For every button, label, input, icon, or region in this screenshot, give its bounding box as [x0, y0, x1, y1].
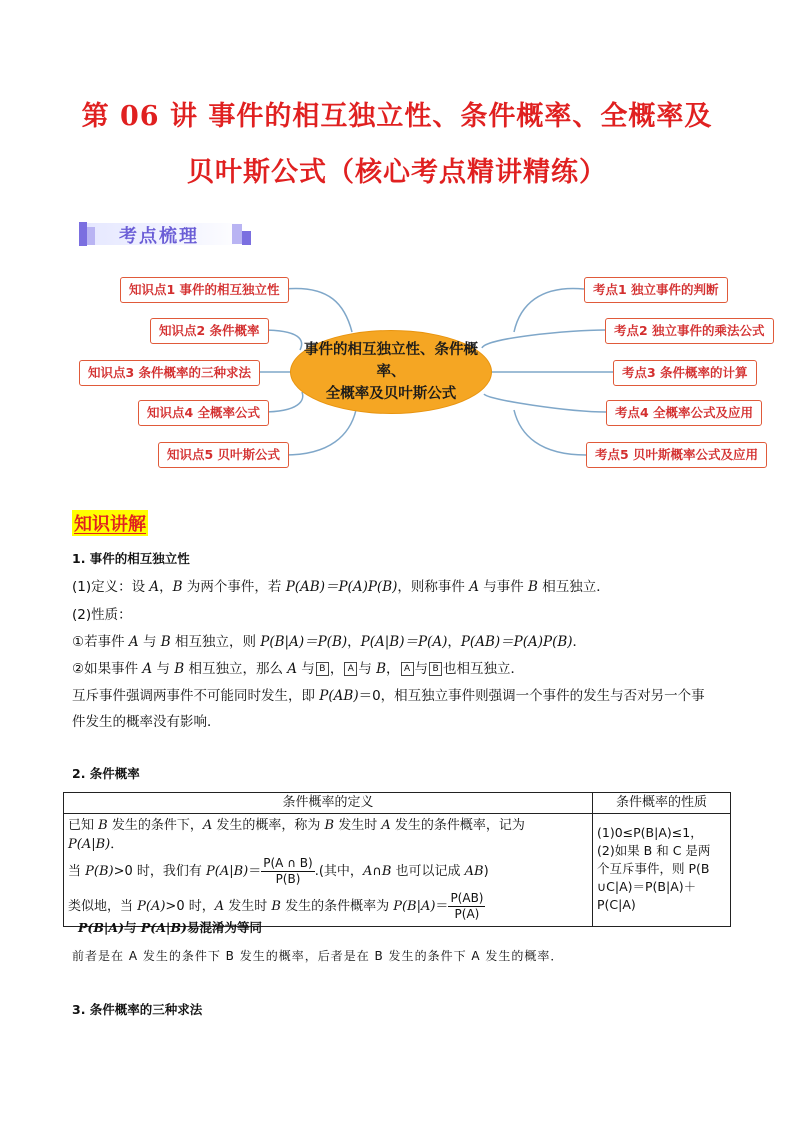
conditional-probability-table	[63, 792, 731, 927]
exam-node-3: 考点3 条件概率的计算	[613, 360, 757, 386]
banner-decoration	[79, 222, 87, 246]
complement-box: A	[344, 662, 357, 676]
s1-note-line2: 件发生的概率没有影响．	[72, 714, 221, 730]
s1-heading: 1. 事件的相互独立性	[72, 551, 190, 566]
banner-decoration	[242, 231, 251, 245]
table-header-definition: 条件概率的定义	[64, 793, 593, 814]
s3-heading: 3. 条件概率的三种求法	[72, 1002, 203, 1017]
knowledge-heading: 知识讲解	[72, 510, 148, 536]
banner-decoration	[87, 227, 95, 245]
s2-confusion-note: P(B|A)与 P(A|B)易混淆为等同	[78, 920, 262, 935]
s2-explanation: 前者是在 A 发生的条件下 B 发生的概率，后者是在 B 发生的条件下 A 发生的概率．	[72, 949, 564, 963]
exam-node-5: 考点5 贝叶斯概率公式及应用	[586, 442, 767, 468]
banner-label: 考点梳理	[119, 226, 199, 247]
page-title-line2: 贝叶斯公式（核心考点精讲精练）	[187, 157, 607, 188]
exam-node-2: 考点2 独立事件的乘法公式	[605, 318, 774, 344]
center-line2: 全概率及贝叶斯公式	[325, 386, 457, 402]
mind-map-center	[290, 330, 492, 414]
complement-box: A	[401, 662, 414, 676]
knowledge-node-5: 知识点5 贝叶斯公式	[158, 442, 289, 468]
properties-cell: (1)0≤P(B|A)≤1， (2)如果 B 和 C 是两 个互斥事件，则 P(B ∪C|A)＝P(B|A)＋ P(C|A)	[593, 814, 731, 927]
banner-decoration	[232, 224, 242, 244]
knowledge-node-4: 知识点4 全概率公式	[138, 400, 269, 426]
fraction: $\frac{P(A \cap B)}{P(B)}$	[263, 856, 313, 886]
knowledge-node-3: 知识点3 条件概率的三种求法	[79, 360, 260, 386]
complement-box: B	[316, 662, 329, 676]
page-title-line1: 第 06 讲 事件的相互独立性、条件概率、全概率及	[81, 101, 713, 132]
fraction: $\frac{P(AB)}{P(A)}$	[450, 891, 484, 921]
center-line1: 事件的相互独立性、条件概率、	[304, 342, 478, 380]
s1-note-line1: 互斥事件强调两事件不可能同时发生，即 P(AB)＝0，相互独立事件则强调一个事件的发生与否对另一个事	[72, 688, 705, 704]
s1-definition: (1)定义：设 A，B 为两个事件，若 P(AB)＝P(A)P(B)，则称事件 A 与事件 B 相互独立．	[72, 579, 610, 595]
exam-node-4: 考点4 全概率公式及应用	[606, 400, 762, 426]
s1-properties-title: (2)性质：	[72, 607, 132, 623]
exam-node-1: 考点1 独立事件的判断	[584, 277, 728, 303]
table-header-properties: 条件概率的性质	[593, 793, 731, 814]
s2-heading: 2. 条件概率	[72, 766, 140, 781]
knowledge-node-2: 知识点2 条件概率	[150, 318, 269, 344]
mind-map	[0, 260, 794, 480]
section-banner	[79, 218, 257, 250]
s1-property-2: ②如果事件 A 与 B 相互独立，那么 A 与 B ， A 与 B， A 与 B 也相互独立．	[72, 661, 525, 677]
s1-property-1: ①若事件 A 与 B 相互独立，则 P(B|A)＝P(B)，P(A|B)＝P(A)，P(AB)＝P(A)P(B)．	[72, 634, 587, 650]
knowledge-node-1: 知识点1 事件的相互独立性	[120, 277, 289, 303]
complement-box: B	[429, 662, 442, 676]
definition-cell: 已知 B 发生的条件下，A 发生的概率，称为 B 发生时 A 发生的条件概率，记为 P(A|B)． 当 P(B)>0 时，我们有 P(A|B)＝ $\frac{P(A \cap B)}{P(B)}$ .(其中，A∩B 也可以记成 AB) 类似地，当 P(A)>0 时，A 发生时 B 发生的条件概率为 P(B|A)＝ $\frac{P(AB)}{P(A)}$	[64, 814, 593, 927]
